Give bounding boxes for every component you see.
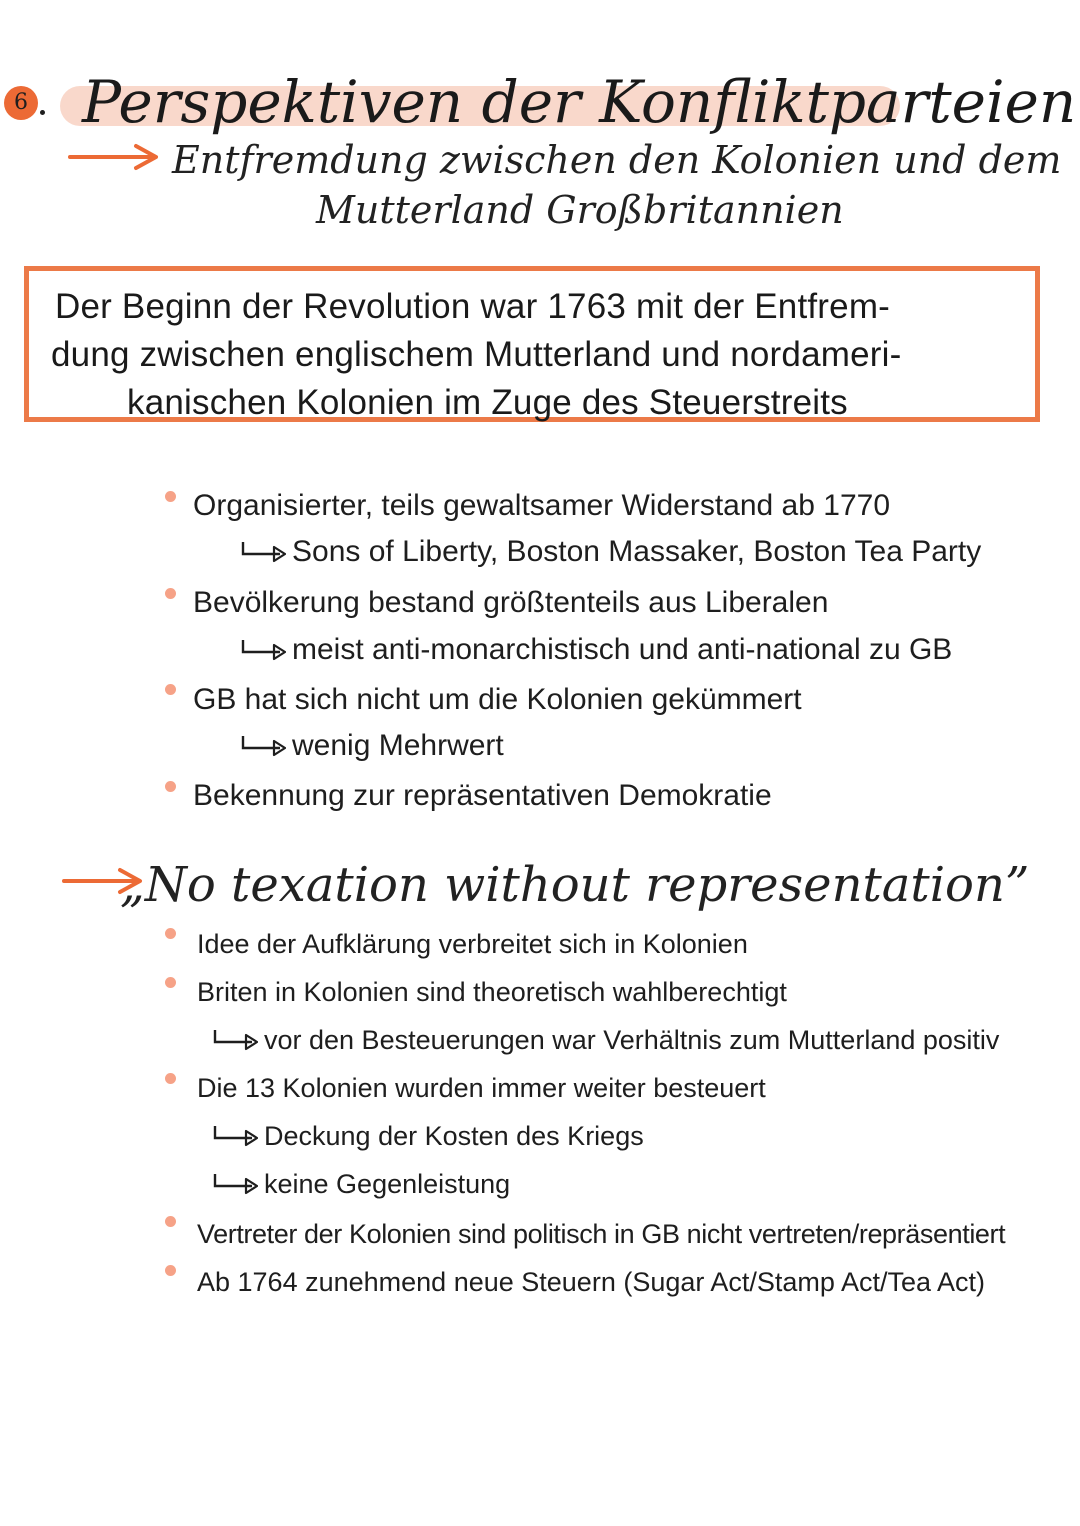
list-item: Ab 1764 zunehmend neue Steuern (Sugar Act/Stamp Act/Tea Act)	[197, 1267, 985, 1297]
list-subitem	[212, 1018, 999, 1062]
list-item: Bekennung zur repräsentativen Demokratie	[193, 779, 772, 812]
sub-arrow-icon	[240, 540, 286, 564]
summary-line-1: Der Beginn der Revolution war 1763 mit der Entfrem-	[55, 287, 891, 326]
arrow-right-icon	[68, 142, 164, 172]
list-item: Die 13 Kolonien wurden immer weiter besteuert	[197, 1073, 766, 1103]
sub-arrow-icon	[240, 734, 286, 758]
sub-arrow-icon	[212, 1172, 258, 1196]
sub-arrow-icon	[212, 1028, 258, 1052]
list-subitem	[240, 724, 504, 768]
list-subitem-text: meist anti-monarchistisch und anti-national zu GB	[292, 633, 953, 666]
list-subitem-text: Sons of Liberty, Boston Massaker, Boston Tea Party	[292, 535, 982, 568]
summary-line-2: dung zwischen englischem Mutterland und nordameri-	[51, 335, 902, 374]
section-heading: „No texation without representation”	[120, 857, 1030, 913]
bullet-dot	[165, 588, 176, 599]
bullet-dot	[165, 1216, 176, 1227]
section-number-badge: 6	[4, 86, 38, 120]
subtitle-line-2: Mutterland Großbritannien	[316, 188, 844, 232]
bullet-dot	[165, 491, 176, 502]
list-subitem	[240, 530, 981, 574]
bullet-dot	[165, 781, 176, 792]
sub-arrow-icon	[212, 1124, 258, 1148]
list-item: Vertreter der Kolonien sind politisch in GB nicht vertreten/repräsentiert	[197, 1219, 1006, 1249]
bullet-dot	[165, 684, 176, 695]
list-subitem-text: vor den Besteuerungen war Verhältnis zum Mutterland positiv	[264, 1025, 1000, 1055]
page-title: Perspektiven der Konfliktparteien	[82, 68, 1077, 136]
sub-arrow-icon	[240, 638, 286, 662]
list-subitem	[212, 1162, 510, 1206]
list-item: Bevölkerung bestand größtenteils aus Liberalen	[193, 586, 829, 619]
list-item: Briten in Kolonien sind theoretisch wahlberechtigt	[197, 977, 787, 1007]
list-subitem-text: wenig Mehrwert	[292, 729, 504, 762]
list-item: GB hat sich nicht um die Kolonien gekümmert	[193, 683, 802, 716]
bullet-dot	[165, 977, 176, 988]
summary-line-3: kanischen Kolonien im Zuge des Steuerstreits	[127, 383, 848, 422]
list-subitem-text: keine Gegenleistung	[264, 1169, 511, 1199]
section-number-dot	[40, 110, 45, 115]
list-subitem	[240, 628, 952, 672]
list-item: Organisierter, teils gewaltsamer Widerstand ab 1770	[193, 489, 891, 522]
list-subitem-text: Deckung der Kosten des Kriegs	[264, 1121, 644, 1151]
bullet-dot	[165, 928, 176, 939]
bullet-dot	[165, 1073, 176, 1084]
list-item: Idee der Aufklärung verbreitet sich in Kolonien	[197, 929, 748, 959]
subtitle-line-1: Entfremdung zwischen den Kolonien und dem	[172, 138, 1062, 182]
summary-box	[24, 266, 1040, 422]
list-subitem	[212, 1114, 644, 1158]
bullet-dot	[165, 1265, 176, 1276]
